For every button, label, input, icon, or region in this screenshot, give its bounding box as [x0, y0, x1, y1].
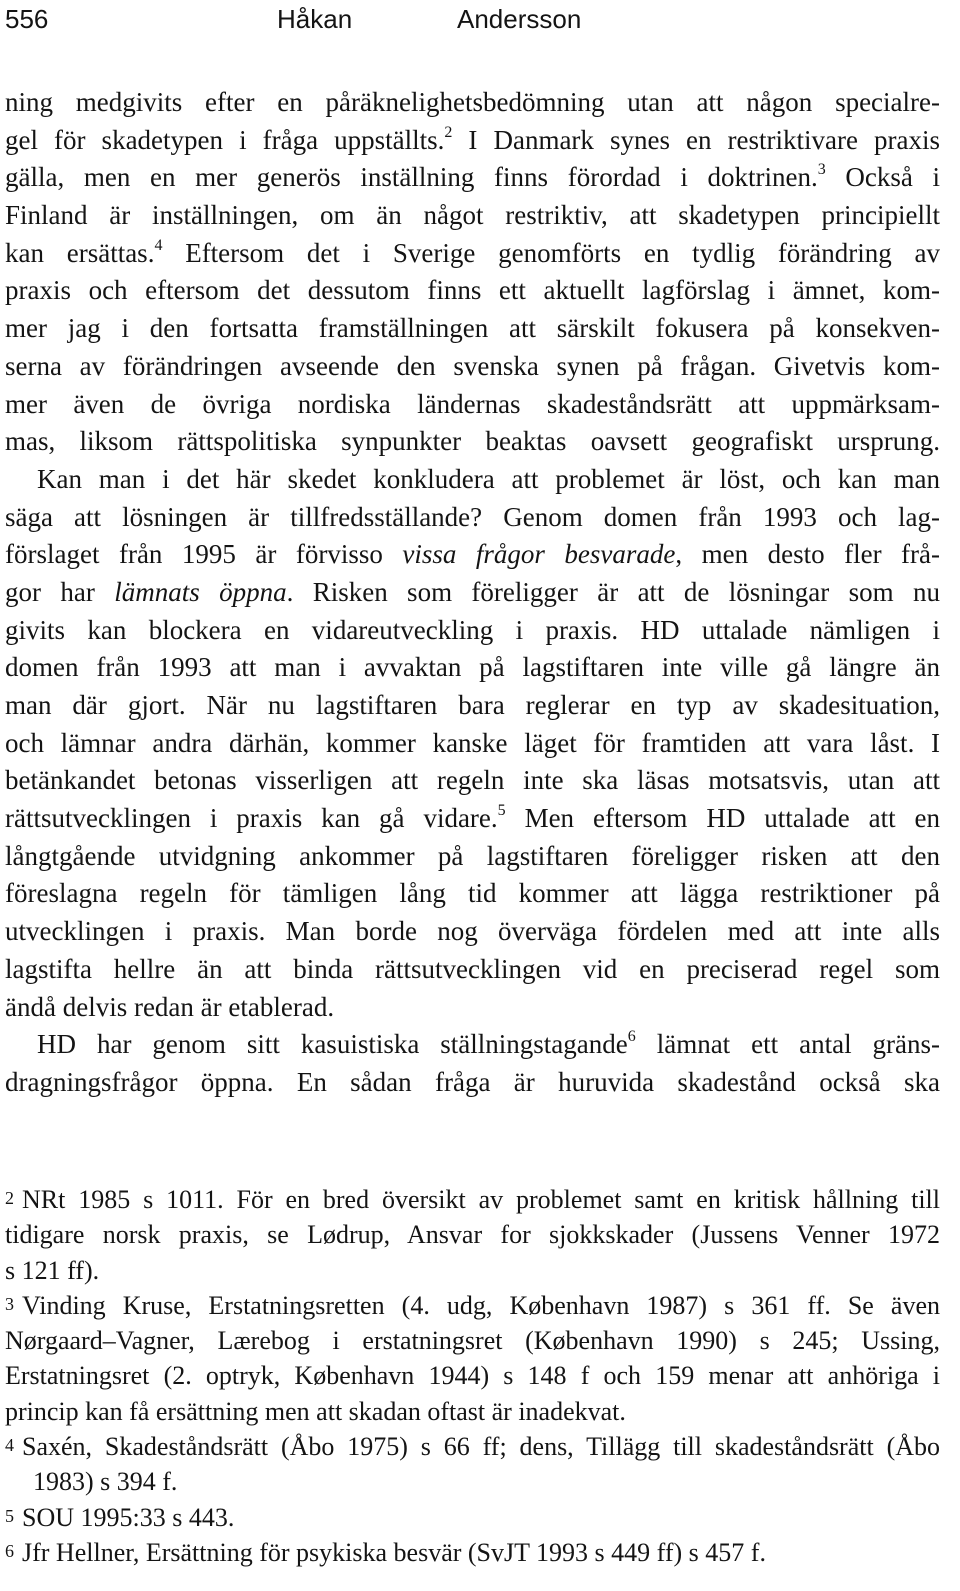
- emphasis: lämnats öppna: [114, 576, 287, 607]
- footnote-4: 4 Saxén, Skadeståndsrätt (Åbo 1975) s 66 ff; dens, Tillägg till skadeståndsrätt (Åbo: [5, 1432, 940, 1462]
- footnote-line: 1983) s 394 f.: [33, 1467, 178, 1497]
- text-line: utvecklingen i praxis. Man borde nog överväga fördelen med att inte alls: [5, 916, 940, 947]
- text-line: domen från 1993 att man i avvaktan på lagstiftaren inte ville gå längre än: [5, 652, 940, 683]
- footnote-ref[interactable]: 3: [817, 161, 826, 179]
- footnote-ref[interactable]: 5: [497, 802, 506, 820]
- page-header: [5, 2, 950, 36]
- text-line: givits kan blockera en vidareutveckling i praxis. HD uttalade nämligen i: [5, 614, 940, 645]
- text-line: mer även de övriga nordiska ländernas skadeståndsrätt att uppmärksam-: [5, 388, 940, 419]
- running-head-author-last: Andersson: [457, 4, 582, 34]
- text-line: föreslagna regeln för tämligen lång tid kommer att lägga restriktioner på: [5, 878, 940, 909]
- text-line: gor har lämnats öppna. Risken som föreligger är att de lösningar som nu: [5, 576, 940, 607]
- footnote-number: 3: [5, 1293, 14, 1314]
- text-line: kan ersättas.$^4$ Eftersom det i Sverige genomförts en tydlig förändring av: [5, 236, 941, 268]
- text-line: mas, liksom rättspolitiska synpunkter beaktas oavsett geografiskt ursprung.: [5, 426, 940, 457]
- text-line: gel för skadetypen i fråga uppställts.$^2$ I Danmark synes en restriktivare praxis: [5, 123, 941, 155]
- text-line: ning medgivits efter en påräknelighetsbedömning utan att någon specialre-: [5, 87, 940, 117]
- text-line: Finland är inställningen, om än något restriktiv, att skadetypen principiellt: [5, 200, 940, 231]
- text-line: ändå delvis redan är etablerad.: [5, 991, 335, 1022]
- text-line: och lämnar andra därhän, kommer kanske läget för framtiden att vara låst. I: [5, 727, 940, 758]
- text-line: betänkandet betonas visserligen att regeln inte ska läsas motsatsvis, utan att: [5, 765, 940, 796]
- text-line: lagstifta hellre än att binda rättsutvecklingen vid en preciserad regel som: [5, 953, 940, 984]
- text-line: dragningsfrågor öppna. En sådan fråga är huruvida skadestånd också ska: [5, 1066, 940, 1097]
- footnote-2: 2 NRt 1985 s 1011. För en bred översikt av problemet samt en kritisk hållning till: [5, 1185, 940, 1214]
- text-line: serna av förändringen avseende den svenska synen på frågan. Givetvis kom-: [5, 350, 940, 381]
- text-line: långtgående utvidgning ankommer på lagstiftaren föreligger risken att den: [5, 840, 940, 871]
- footnote-number: 4: [5, 1435, 14, 1456]
- page-number: 556: [5, 4, 49, 34]
- footnote-line: princip kan få ersättning men att skadan oftast är inadekvat.: [5, 1396, 626, 1426]
- footnote-ref[interactable]: 6: [627, 1028, 636, 1046]
- footnote-line: s 121 ff).: [5, 1255, 100, 1285]
- footnote-ref[interactable]: 2: [444, 123, 453, 141]
- footnote-line: tidigare norsk praxis, se Lødrup, Ansvar for sjokkskader (Jussens Venner 1972: [5, 1220, 940, 1250]
- footnote-ref[interactable]: 4: [154, 236, 163, 254]
- footnote-5: 5 SOU 1995:33 s 443.: [5, 1502, 235, 1532]
- footnote-line: Nørgaard–Vagner, Lærebog i erstatningsret (København 1990) s 245; Ussing,: [5, 1326, 940, 1356]
- main-text: [5, 84, 940, 1102]
- footnote-number: 6: [5, 1540, 14, 1561]
- text-line: säga att lösningen är tillfredsställande? Genom domen från 1993 och lag-: [5, 501, 940, 532]
- footnote-3: 3 Vinding Kruse, Erstatningsretten (4. udg, København 1987) s 361 ff. Se även: [5, 1290, 940, 1320]
- footnotes: [5, 1182, 940, 1570]
- text-line: Kan man i det här skedet konkludera att problemet är löst, och kan man: [37, 463, 940, 494]
- text-line: praxis och eftersom det dessutom finns ett aktuellt lagförslag i ämnet, kom-: [5, 275, 940, 306]
- footnote-number: 5: [5, 1505, 14, 1526]
- running-head-author-first: Håkan: [277, 4, 353, 34]
- footnote-line: Erstatningsret (2. optryk, København 1944) s 148 f och 159 menar att anhöriga i: [5, 1361, 940, 1391]
- text-line: HD har genom sitt kasuistiska ställningstagande$^6$ lämnat ett antal gräns-: [37, 1028, 941, 1060]
- text-line: man där gjort. När nu lagstiftaren bara reglerar en typ av skadesituation,: [5, 690, 940, 720]
- text-line: förslaget från 1995 är förvisso vissa frågor besvarade, men desto fler frå-: [5, 539, 941, 570]
- footnote-number: 2: [5, 1188, 14, 1208]
- text-line: gälla, men en mer generös inställning finns förordad i doktrinen.$^3$ Också i: [5, 161, 940, 193]
- text-line: mer jag i den fortsatta framställningen att särskilt fokusera på konsekven-: [5, 313, 940, 344]
- emphasis: vissa frågor besvarade: [402, 539, 676, 570]
- footnote-6: 6 Jfr Hellner, Ersättning för psykiska besvär (SvJT 1993 s 449 ff) s 457 f.: [5, 1537, 766, 1567]
- text-line: rättsutvecklingen i praxis kan gå vidare.$^5$ Men eftersom HD uttalade att en: [5, 802, 940, 834]
